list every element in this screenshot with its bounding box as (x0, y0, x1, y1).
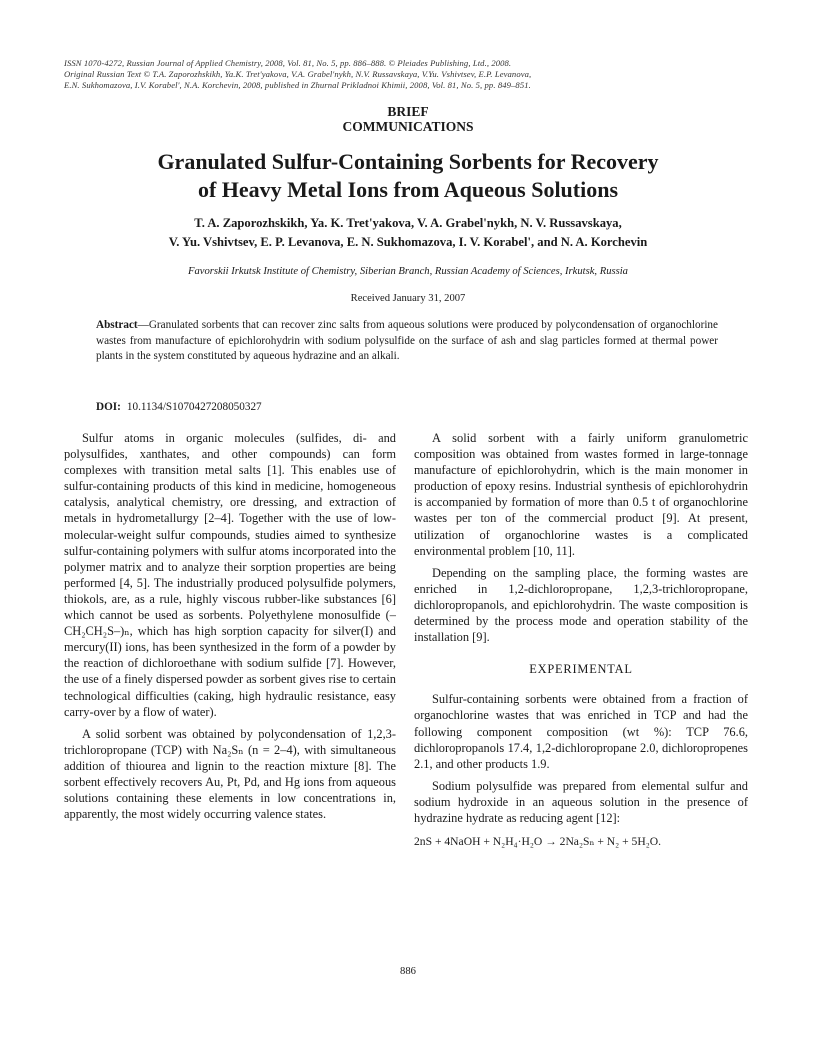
doi-label: DOI: (96, 401, 121, 413)
left-column (64, 430, 396, 828)
authors-line-2: V. Yu. Vshivtsev, E. P. Levanova, E. N. Sukhomazova, I. V. Korabel', and N. A. Korchevin (168, 235, 648, 249)
affiliation: Favorskii Irkutsk Institute of Chemistry, Siberian Branch, Russian Academy of Sciences, Irkutsk, Russia (188, 266, 628, 277)
original-text-line: Original Russian Text © T.A. Zaporozhskikh, Ya.K. Tret'yakova, V.A. Grabel'nykh, N.V. Russavskaya, V.Yu. Vshivtsev, E.P. Levanova, (64, 69, 532, 79)
received-date: Received January 31, 2007 (350, 293, 466, 304)
experimental-paragraph-1: Sulfur-containing sorbents were obtained from a fraction of organochlorine wastes that was enriched in TCP and had the following component composition (wt %): TCP 76.6, dichloropropanols 17.4, 1,2-dichloropropane 2.0, dichloropropenes 2.1, and other products 1.9. (414, 692, 748, 771)
authors-line-1: T. A. Zaporozhskikh, Ya. K. Tret'yakova, V. A. Grabel'nykh, N. V. Russavskaya, (194, 216, 622, 230)
right-column (414, 430, 748, 856)
experimental-heading: EXPERIMENTAL (529, 662, 633, 677)
intro-paragraph-1: Sulfur atoms in organic molecules (sulfides, di- and polysulfides, xanthates, and other compounds) can form complexes with transition metal salts [1]. This enables use of sulfur-containing products of this kind in medicine, homogeneous catalysis, analytical chemistry, ore dressing, and extraction of metals in hydrometallurgy [2–4]. Together with the use of low-molecular-weight sulfur compounds, studies aimed to synthesize sulfur-containing polymers with sulfur atoms incorporated into the polymer matrix and to analyze their sorption properties are being performed [4, 5]. The industrially produced polysulfide polymers, thiokols, are, as a rule, highly viscous rubber-like substances [6] which cannot be used as sorbents. Polyethylene monosulfide (–CH₂CH₂S–)ₙ, which has high sorption capacity for silver(I) and mercury(II) ions, has been synthesized in the form of a powder by the reaction of dichloroethane with sodium sulfide [7]. However, the use of a finely dispersed powder as sorbent gives rise to certain technological difficulties (caking, high hydraulic resistance, easy carry-over by a flow of water). (64, 431, 396, 719)
abstract (96, 318, 718, 365)
paper-title-line-1: Granulated Sulfur-Containing Sorbents for Recovery (157, 149, 659, 174)
doi (96, 400, 262, 414)
intro-paragraph-3: A solid sorbent with a fairly uniform granulometric composition was obtained from wastes formed in large-tonnage manufacture of epichlorohydrin, which is the main monomer in production of epoxy resins. Industrial synthesis of epichlorohydrin is accompanied by formation of more than 0.5 t of organochlorine wastes per ton of the commercial product [9]. At present, utilization of organochlorine wastes is a complicated environmental problem [10, 11]. (414, 431, 748, 558)
abstract-label: Abstract (96, 319, 138, 331)
experimental-paragraph-2: Sodium polysulfide was prepared from elemental sulfur and sodium hydroxide in an aqueous solution in the presence of hydrazine hydrate as reducing agent [12]: (414, 778, 748, 825)
section-label-brief: BRIEF (387, 104, 429, 119)
section-label-communications: COMMUNICATIONS (342, 119, 474, 134)
doi-value[interactable]: 10.1134/S1070427208050327 (126, 401, 262, 413)
page-number: 886 (400, 966, 416, 977)
journal-citation-line: ISSN 1070-4272, Russian Journal of Applied Chemistry, 2008, Vol. 81, No. 5, pp. 886–888. © Pleiades Publishing, Ltd., 2008. (64, 58, 512, 68)
intro-paragraph-2: A solid sorbent was obtained by polycondensation of 1,2,3-trichloropropane (TCP) with Na₂Sₙ (n = 2–4), with simultaneous addition of thiourea and lignin to the reaction mixture [8]. The sorbent effectively recovers Au, Pt, Pd, and Hg ions from aqueous solutions containing these elements in low concentrations in, apparently, the most widely occurring valence states. (64, 726, 396, 822)
abstract-text: —Granulated sorbents that can recover zinc salts from aqueous solutions were produced by polycondensation of organochlorine wastes from manufacture of epichlorohydrin with sodium polysulfide on the surface of ash and slag particles formed at thermal power plants in the system constituted by aqueous hydrazine and an alkali. (96, 319, 718, 363)
polysulfide-equation: 2nS + 4NaOH + N₂H₄·H₂O → 2Na₂Sₙ + N₂ + 5H₂O. (414, 835, 662, 849)
original-text-line-continued: E.N. Sukhomazova, I.V. Korabel', N.A. Korchevin, 2008, published in Zhurnal Prikladnoi Khimii, 2008, Vol. 81, No. 5, pp. 849–851. (64, 80, 531, 90)
intro-paragraph-4: Depending on the sampling place, the forming wastes are enriched in 1,2-dichloropropane, 1,2,3-trichloropropane, dichloropropanols, and epichlorohydrin. The waste composition is determined by the process mode and operation stability of the installation [9]. (414, 565, 748, 645)
paper-title-line-2: of Heavy Metal Ions from Aqueous Solutions (197, 177, 619, 202)
